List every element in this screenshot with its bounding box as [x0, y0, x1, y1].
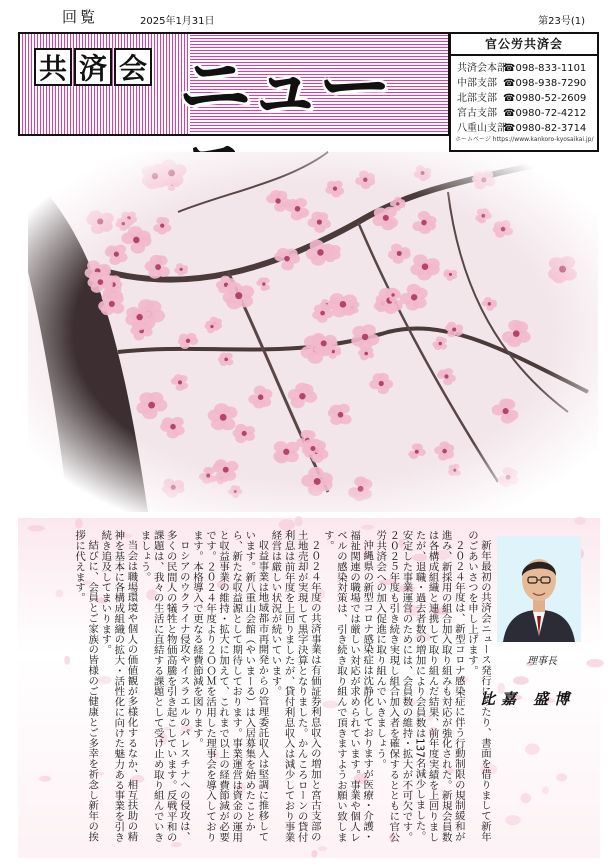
circulate-label: 回覧	[62, 8, 99, 26]
petal	[311, 850, 317, 858]
petal	[75, 518, 83, 528]
branch-phone: ☎0980-72-4212	[503, 108, 587, 119]
article-paragraph: ２０２４年度の共済事業は有価証券利息収入の増加と宮古支部の土地売却が実現して黒字決算となりました。かんころローンの貸付利息は前年度を上回りましたが、貸付利息収入は減少しており事業経営は厳しい状況が続いています。	[269, 530, 321, 842]
petal	[586, 659, 603, 668]
branch-name: 八重山支部	[457, 123, 507, 134]
chairman-name: 比嘉 盛博	[480, 690, 576, 708]
article-paragraph: 当会は職場環境や個人の価値観が多様化するなか、相互扶助の精神を基本に各構成組織の拡大・活性化に向けた魅力ある事業を引き続き追及してまいります。	[99, 530, 138, 842]
article-paragraph: 新年最初の共済会ニュース発行にあたり、書面を借りまして新年のごあいさつを申し上げます。	[465, 530, 491, 842]
petal	[513, 676, 529, 685]
masthead-title-small	[34, 48, 152, 86]
article-paragraph: 結びに、会員とご家族の皆様のご健康とご多幸を祈念し新年の挨拶に代えます。	[73, 530, 99, 842]
contact-row	[457, 106, 591, 121]
contact-list	[451, 56, 597, 136]
top-meta-line	[0, 0, 615, 34]
petal	[56, 589, 64, 597]
branch-name: 中部支部	[457, 78, 497, 89]
petal	[556, 773, 567, 781]
petal	[525, 743, 540, 754]
article-paragraph: 沖縄県の新型コロナ感染症は沈静化しておりますが医療・介護・福祉関連の職場では厳しい対応が求められています。事業や個人レベルの感染対策は、引き続き取り組んで頂きますようお願い致します。	[321, 530, 374, 842]
article-paragraph: ロシアのウクライナ侵攻やイスラエルのパレスチナへの侵攻は、多くの民間人の犠牲と物価高騰を引き起こしています。反戦平和の課題は、我々の生活に直結する課題として受け止め取り組んでいきましょう。	[138, 530, 190, 842]
issue-number: 第23号(1)	[538, 16, 585, 27]
masthead-title-news: ニュー	[178, 44, 388, 130]
petal	[295, 516, 303, 527]
petal	[28, 525, 45, 531]
petal	[575, 516, 586, 524]
organization-name: 官公労共済会	[451, 34, 597, 56]
homepage-url[interactable]: ホームページ https://www.kankoro-kyosaikai.jp/	[455, 136, 594, 143]
masthead	[18, 32, 450, 136]
issue-date: 2025年1月31日	[140, 16, 215, 27]
contact-row	[457, 76, 591, 91]
new-year-greeting-article	[73, 530, 491, 850]
branch-phone: ☎098-833-1101	[503, 63, 587, 74]
branch-name: 共済会本部	[457, 63, 507, 74]
portrait-illustration	[497, 536, 581, 642]
chairman-role: 理事長	[527, 656, 557, 667]
contact-row	[457, 91, 591, 106]
petal	[505, 815, 521, 825]
masthead-char: 共	[34, 48, 72, 86]
petal	[64, 656, 70, 665]
branch-name: 北部支部	[457, 93, 497, 104]
article-paragraph: ２０２４年度は、新型コロナ感染症に伴う行動制限の規制緩和が進み、新採用の組合加入取り組みも対応が強化された。新規会員数は各構成組織と連携して取り組んだ結果、前年度実績を上回りましたが、退職・過去者数の増加により会員数は137名減少しました。安定した事業運営のためには、会員数の維持・拡大が不可欠です。２０２５年度も引き続き実現し組合加入者を確保するとともに官公労共済会への加入促進に取り組んでいきましょう。	[374, 530, 465, 842]
petal	[542, 786, 549, 794]
petal	[520, 793, 531, 803]
petal	[279, 519, 295, 530]
masthead-char: 済	[74, 48, 112, 86]
branch-name: 宮古支部	[457, 108, 497, 119]
petal	[39, 776, 51, 782]
branch-phone: ☎0980-52-2609	[503, 93, 587, 104]
article-paragraph: 収益事業は地域都市再開発からの管理委託収入は堅調に推移しています。新八重山会館（やいまーる）は入居募集を始めたことから、新たな収益源として期待しております。事業運営は資金の運用と収益事業の維持・拡大に加えて、これまで以上の経費節減が必要です。２０２４年度より２ＯＯＭを活用した理事会を導入しております。本格導入で更なる経費節減を図ります。	[190, 530, 269, 842]
cherry-blossom-photo	[28, 152, 598, 512]
masthead-char: 会	[114, 48, 152, 86]
contact-row	[457, 61, 591, 76]
chairman-portrait	[497, 536, 581, 642]
branch-phone: ☎098-938-7290	[503, 78, 587, 89]
blossom-illustration	[28, 152, 598, 512]
branch-phone: ☎0980-82-3714	[503, 123, 587, 134]
